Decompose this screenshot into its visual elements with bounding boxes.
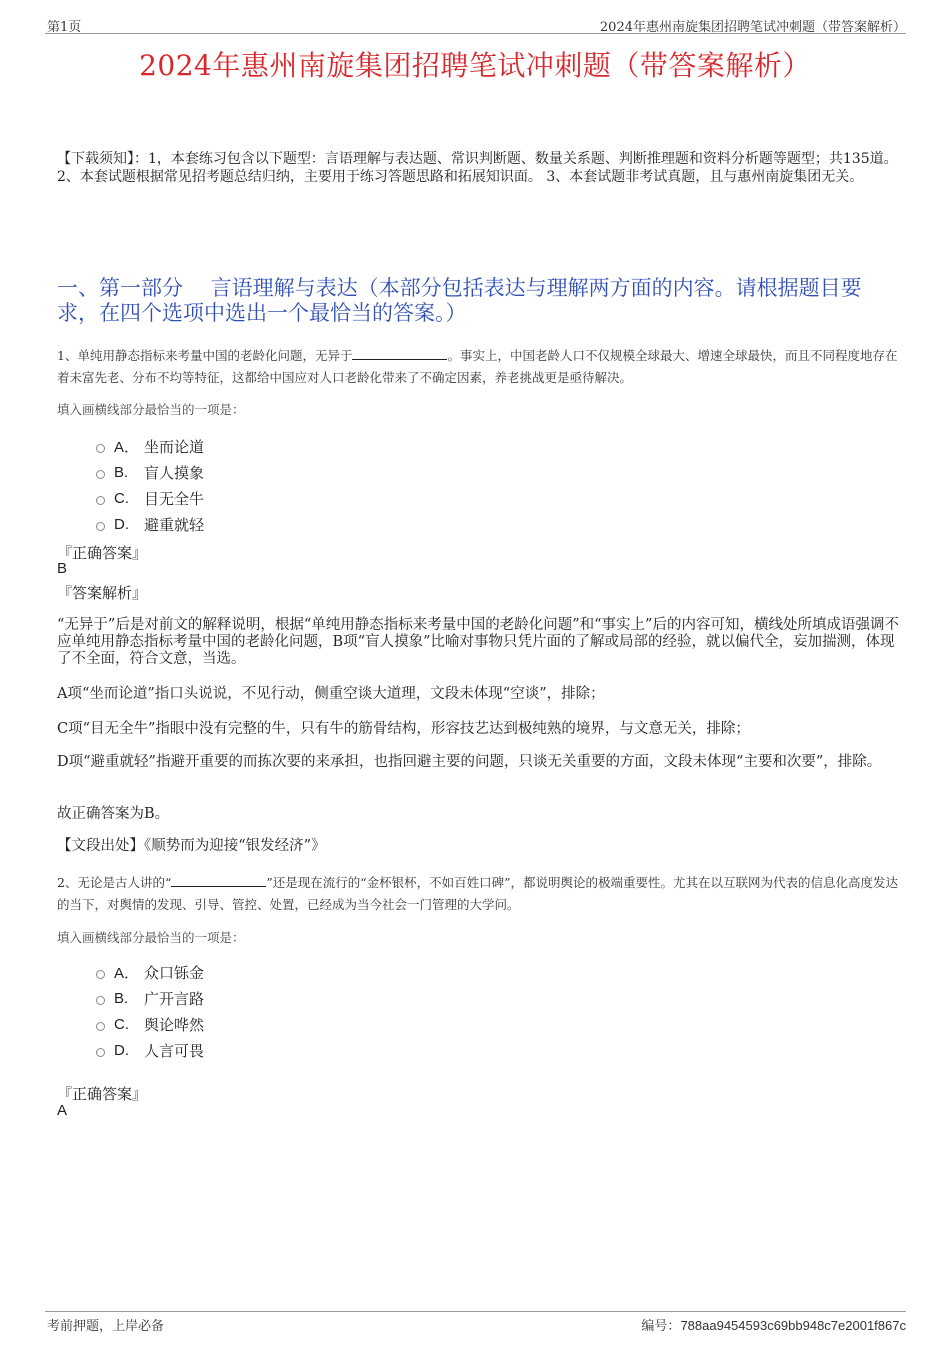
question-1-stem	[57, 345, 903, 389]
header-doc-title: 2024年惠州南旋集团招聘笔试冲刺题（带答案解析）	[599, 20, 906, 35]
header-divider	[45, 33, 906, 34]
download-notice: 【下载须知】：1，本套练习包含以下题型：言语理解与表达题、常识判断题、数量关系题、判断推理题和资料分析题等题型；共135道。 2、本套试题根据常见招考题总结归纳，主要用于练习答题思路和拓展知识面。 3、本套试题非考试真题，且与惠州南旋集团无关。	[57, 151, 898, 185]
radio-icon[interactable]	[96, 522, 105, 531]
q2-option-a[interactable]: A． 众口铄金	[96, 962, 204, 982]
q2-option-d[interactable]: D. 人言可畏	[96, 1040, 204, 1060]
q2-stem-before: 2、无论是古人讲的“	[57, 875, 172, 890]
question-1-prompt: 填入画横线部分最恰当的一项是：	[57, 402, 245, 417]
footer-code: 编号：788aa9454593c69bb948c7e2001f867c	[641, 1318, 906, 1334]
footer-divider	[45, 1311, 906, 1312]
radio-icon[interactable]	[96, 970, 105, 979]
q1-analysis-main: “无异于”后是对前文的解释说明，根据“单纯用静态指标来考量中国的老龄化问题”和“事实上”后的内容可知，横线处所填成语强调不应单纯用静态指标考量中国的老龄化问题，B项“盲人摸象”比喻对事物只凭片面的了解或局部的经验，就以偏代全，妄加揣测，体现了不全面，符合文意，当选。	[57, 617, 899, 667]
q2-stem-after: ”还是现在流行的“金杯银杯，不如百姓口碑”，都说明舆论的极端重要性。尤其在以互联网为代表的信息化高度发达的当下，对舆情的发现、引导、管控、处置，已经成为当今社会一门管理的大学问。	[57, 875, 899, 912]
q2-answer-label: 『正确答案』	[57, 1085, 148, 1103]
q1-option-c[interactable]: C. 目无全牛	[96, 488, 204, 508]
q1-option-a[interactable]: A． 坐而论道	[96, 436, 204, 456]
q2-blank	[171, 874, 266, 887]
q2-option-c[interactable]: C. 舆论哗然	[96, 1014, 204, 1034]
question-2-stem	[57, 872, 903, 916]
page-number: 第1页	[47, 20, 82, 35]
footer-slogan: 考前押题，上岸必备	[47, 1319, 165, 1334]
q1-answer: B	[57, 560, 68, 577]
q1-option-b[interactable]: B. 盲人摸象	[96, 462, 204, 482]
radio-icon[interactable]	[96, 470, 105, 479]
q1-analysis-label: 『答案解析』	[57, 584, 148, 602]
document-title: 2024年惠州南旋集团招聘笔试冲刺题（带答案解析）	[139, 49, 811, 82]
q1-analysis-a: A项“坐而论道”指口头说说，不见行动，侧重空谈大道理，文段未体现“空谈”，排除；	[57, 686, 605, 702]
q1-conclusion: 故正确答案为B。	[57, 806, 170, 822]
q2-answer: A	[57, 1102, 68, 1119]
question-2-prompt: 填入画横线部分最恰当的一项是：	[57, 930, 245, 945]
radio-icon[interactable]	[96, 1022, 105, 1031]
radio-icon[interactable]	[96, 444, 105, 453]
q1-source: 【文段出处】《顺势而为迎接“银发经济”》	[57, 838, 326, 854]
q1-stem-before: 1、单纯用静态指标来考量中国的老龄化问题，无异于	[57, 348, 353, 363]
q1-blank	[352, 347, 447, 360]
radio-icon[interactable]	[96, 1048, 105, 1057]
q1-option-d[interactable]: D. 避重就轻	[96, 514, 204, 534]
radio-icon[interactable]	[96, 996, 105, 1005]
q2-option-b[interactable]: B. 广开言路	[96, 988, 204, 1008]
q1-answer-label: 『正确答案』	[57, 544, 148, 562]
section-heading: 一、第一部分 言语理解与表达（本部分包括表达与理解两方面的内容。请根据题目要求，在四个选项中选出一个最恰当的答案。）	[57, 276, 862, 325]
radio-icon[interactable]	[96, 496, 105, 505]
q1-analysis-c: C项“目无全牛”指眼中没有完整的牛，只有牛的筋骨结构，形容技艺达到极纯熟的境界，与文意无关，排除；	[57, 721, 750, 737]
q1-analysis-d: D项“避重就轻”指避开重要的而拣次要的来承担，也指回避主要的问题，只谈无关重要的方面，文段未体现“主要和次要”，排除。	[57, 754, 882, 770]
q1-stem-after: 。事实上，中国老龄人口不仅规模全球最大、增速全球最快，而且不同程度地存在着未富先老、分布不均等特征，这都给中国应对人口老龄化带来了不确定因素，养老挑战更是亟待解决。	[57, 348, 898, 385]
